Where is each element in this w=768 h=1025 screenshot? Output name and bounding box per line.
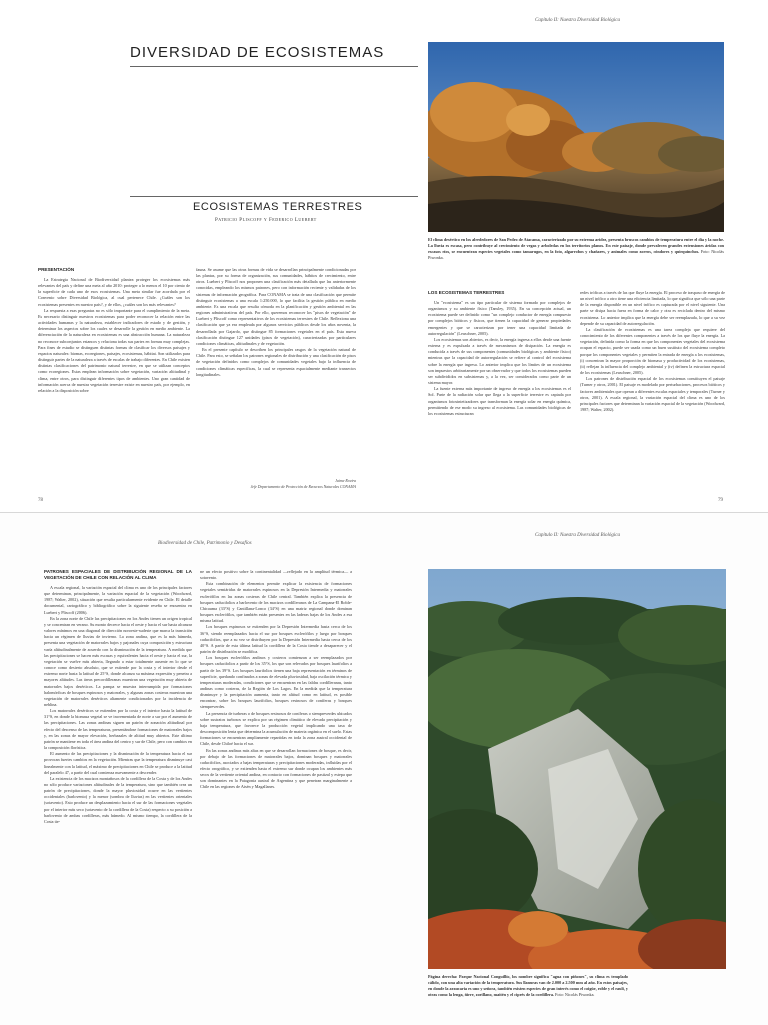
bottom-column-2 — [200, 569, 352, 1019]
paragraph: La presencia de turberas o de bosques resinosos de coníferas o siempreverdes ubicados sobre sustratos turbosos se explica por un régimen climático de elevada precipitación y baja temperatura, que favorece la producción vegetal implicando una tasa de descomposición lenta que determina la acumulación de materia orgánica en el suelo. Estas formaciones se encuentran ampliamente repartidas en toda la zona austral occidental de Chile, desde Chiloé hacia el sur. — [200, 710, 352, 747]
desert-landscape-image — [428, 42, 724, 232]
section-heading: PRESENTACIÓN — [38, 267, 75, 272]
caption-text: El clima desértico en los alrededores de San Pedro de Atacama, caracterizado por su extrema aridez, presenta bruscos cambios de temperatura entre el día y la noche. La lluvia es escasa, pero contribuye al crecimiento de vegas y arboledas en los territorios planos. En este paisaje, donde prevalecen grandes extensiones áridas con escasos ríos, se encuentran especies vegetales como tamarugos, en la foto, algarrobos y chañares, y animales como zorros, cóndores y quirquinchos. — [428, 237, 724, 254]
photo-caption — [428, 237, 724, 261]
paragraph: En las zonas andinas más altas en que se desarrollan formaciones de bosque, es decir, por debajo de las formaciones de matorrales bajos, dominan bosques y matorrales caducifolios, asociados a bajas temperaturas y precipitaciones moderadas, influidas por el efecto orográfico, y se extienden hasta el extremo sur donde ocupan los ambientes más secos de la vertiente oriental andina, en contacto con formaciones de pastizal y estepa que son dominantes en la Patagonia austral de Argentina y que penetran marginalmente a Chile en las regiones de Aisén y Magallanes. — [200, 747, 352, 790]
top-column-1 — [38, 267, 190, 501]
paragraph: Los patrones de distribución espacial de los ecosistemas constituyen el paisaje (Turner y otros, 2001). El paisaje es modelado por perturbaciones, procesos bióticos y factores ambientales que operan a diferentes escalas espaciales y temporales (Turner y otros, 2001). A escala regional, la variación espacial del clima es uno de los principales factores que determinan la variación espacial de la vegetación (Woodward, 1987; Walter, 2002). — [580, 376, 725, 412]
paragraph: Esta combinación de elementos permite explicar la existencia de formaciones vegetales semiáridas de matorrales espinosos en la Depresión Intermedia y matorrales esclerófilos en las zonas costeras de Chile central. También explica la presencia de bosques caducifolios a barlovento de los macizos cordilleranos de La Campana-El Roble-Chicauma (33°S) y Cantillana-Lonco (34°S) en una matriz regional donde dominan bosques esclerófilos, que también están presentes en las laderas bajas de los Andes a esa misma latitud. — [200, 581, 352, 624]
caption-text: Página derecha: Parque Nacional Conguillío, los nombre significa "agua con piñones", su clima es templado cálido, con una alta variación de la temperatura. Sus llanuras van de 2.000 a 2.500 mm al año. En estos paisajes, en donde la araucaria es uno y señora, también existen especies de gran interés como el coigüe, roble y el raulí, y otras como la lenga, ñirre, zorillano, maitén y el ciprés de la cordillera. — [428, 974, 628, 997]
paragraph: La existencia de los macizos montañosos de la cordillera de la Costa y de los Andes no sólo produce variaciones altitudinales de la temperatura, sino que también crea un patrón de precipitaciones, donde la mayor pluviosidad ocurre en las vertientes occidentales (barlovento) y la menor (sombra de lluvias) en las vertientes orientales (sotavento). Esto produce un desplazamiento hacia el sur de las formaciones vegetales por el interior más seco (sotavento de la cordillera de la Costa) respecto a su posición a barlovento de ambas cordilleras, más húmedo. Al mismo tiempo, la cordillera de la Costa tie- — [44, 775, 192, 824]
paragraph: En el presente capítulo se describen los principales rasgos de la vegetación natural de Chile. Para esto, se señalan los patrones regionales de distribución y una clasificación de pisos de vegetación definidos como complejos de comunidades vegetales bajo la influencia de condiciones climáticas específicas, la cual se representa espacialmente mediante transectos longitudinales. — [196, 347, 356, 377]
running-head-left: Biodiversidad de Chile, Patrimonio y Desafíos — [158, 541, 252, 546]
paragraph: La respuesta a esas preguntas no es sólo importante para el cumplimiento de la meta. Es necesario distinguir nuestros ecosistemas para poder reconocer la relación entre las actividades humanas y la naturaleza, establecer indicadores de estado y de gestión, y determinar los aspectos sobre los cuales se desarrolle la gestión en medio ambiente. La diferenciación de la naturaleza en ecosistemas es una abstracción humana. La naturaleza no reconoce subconjuntos estancos y relaciona todas sus partes en formas muy complejas. Para fines de estudio se distinguen distintas formas de clasificar los diversos paisajes y espacios naturales: biomas, ecoregiones, paisajes, ecosistemas, hábitat. Son utilizados para distinguir partes de la naturaleza a través de escalas de trabajo diferentes. En Chile existen distintas clasificaciones del patrimonio natural terrestre, en que se utilizan conceptos como ecoregiones. Estas emplean información sobre vegetación, variación altitudinal y clima, entre otros, para distinguir diferentes tipos de ambientes. Uno gran cantidad de información acerca de nuestra vegetación terrestre existe en nuestro país, por ejemplo, en relación a la disposición sobre — [38, 307, 190, 393]
page-number-right: 79 — [718, 498, 723, 503]
paragraph: redes tróficas a través de las que fluye la energía. El proceso de traspaso de energía de un nivel trófico a otro tiene una eficiencia limitada, lo que significa que sólo una parte de la energía disponible en un nivel trófico es capturada por el nivel siguiente. Una parte se disipa hacia fuera en forma de calor y otra es reciclada dentro del mismo ecosistema. Lo anterior implica que la energía debe ser reemplazada, lo que a su vez depende de su capacidad de autorregulación. — [580, 290, 725, 326]
paragraph: Los matorrales desérticos se extienden por la costa y el interior hasta la latitud de 31°S, en donde la biomasa vegetal se ve incrementada de norte a sur por el aumento de las precipitaciones. Las zonas andinas siguen un patrón de zonación altitudinal por efecto del descenso de las temperaturas, presentándose formaciones de matorrales bajos y, en las zonas de mayor elevación, herbazales de altitud muy abiertos. Este último patrón se mantiene en toda el área andina del centro y sur de Chile, pero con cambios en la composición florística. — [44, 708, 192, 751]
forest-photo — [428, 569, 726, 969]
page-number-left: 78 — [38, 498, 43, 503]
title-rule — [130, 66, 418, 67]
paragraph: Los bosques espinosos se extienden por la Depresión Intermedia hasta cerca de los 36°S, siendo reemplazados hacia el sur por bosques esclerófilos y luego por bosques caducifolios, que a su vez se distribuyen por la Depresión Intermedia hasta cerca de los 40°S. A partir de esta última latitud la cordillera de la Costa tiende a desaparecer y el patrón de distribución se modifica. — [200, 624, 352, 655]
paragraph: Los bosques esclerófilos andinos y costeros comienzan a ser reemplazados por bosques caducifolios a partir de los 35°S, los que son relevados por bosques laurifolios a partir de los 39°S. Los bosques laurifolios tienen una baja representación en términos de superficie, quedando confinados a zonas de elevada pluviosidad, baja oscilación térmica y temperaturas moderadas, condiciones que se encuentran en las faldas cordilleranas, tanto andinas como costeras, de la Región de Los Lagos. En la medida que la temperatura disminuye y la precipitación aumenta, tanto en altitud como en latitud, es posible encontrar, sobre los bosques laurifolios, bosques resinosos de coníferas y bosques siempreverdes. — [200, 655, 352, 710]
subtitle-rule — [130, 196, 418, 197]
authors: Patricio Pliscoff y Federico Luebert — [215, 218, 317, 223]
forest-photo-caption — [428, 974, 628, 998]
photo-credit: Foto: Nicolás Piwonka. — [555, 991, 595, 997]
paragraph: Un "ecosistema" es un tipo particular de sistema formado por complejos de organismos y su ambiente físico (Tansley, 1935). En su concepción actual, un ecosistema puede ser definido como "un complejo conductor de energía compuesto por complejos bióticos y físicos, que tienen la capacidad de generar propiedades emergentes y que se caracterizan por tener una capacidad limitada de autorregulación" (Leuschner, 2005). — [428, 300, 571, 336]
running-head-right: Capítulo II: Nuestra Diversidad Biológica — [535, 533, 620, 538]
paragraph: La clasificación de ecosistemas es una tarea compleja que requiere del conocimiento de los diferentes componentes a través de los que fluye la energía. La vegetación, definida como la forma en que los componentes vegetales del ecosistema ocupan el espacio, puede ser usada como un buen sustituto del ecosistema completo porque los componentes vegetales y permiten la entrada de energía a los ecosistemas, (i) concentran la mayor proporción de biomasa y productividad de los ecosistemas, (ii) reflejan la influencia del complejo ambiental y (iv) definen la estructura espacial de los ecosistemas (Leuschner, 2005). — [580, 326, 725, 376]
paragraph: En la zona norte de Chile las precipitaciones en los Andes tienen un origen tropical y se concentran en verano. Su monto decrece hacia el oeste y hacia el sur hasta alcanzar valores mínimos en una diagonal de dirección noroeste-sudeste que marca la transición hacia un régimen de lluvias de invierno. La zona andina, que es la más húmeda, presenta una vegetación de matorrales bajos y pajonales cuya composición y estructura varía altitudinalmente de acuerdo con la disminución de la temperatura. A medida que las precipitaciones se hacen más escasas y equivalentes hacia el oeste y hacia el sur, la vegetación se vuelve más abierta, llegando a estar totalmente ausente en lo que se conoce como desierto absoluto, que se extiende por la costa y el interior desde el extremo norte hasta la latitud de 25°S, donde alcanza su máxima expresión y penetra a mayores altitudes. Las áreas precordilleranas muestran una vegetación muy abierta de matorrales bajos desérticos. La pampa se muestra interrumpida por formaciones halomórficas de bosques espinosos y matorrales, y algunas zonas costeras muestran una vegetación de matorrales desérticos altamente condicionados por la incidencia de neblina. — [44, 615, 192, 707]
bottom-column-1 — [44, 569, 192, 1019]
paragraph: A escala regional, la variación espacial del clima es uno de los principales factores que determinan, principalmente, la variación espacial de la vegetación (Woodward, 1987; Walter, 2002), situación que resulta particularmente evidente en Chile. El detalle documental, cartográfico y bibliográfico sobre la siguiente reseña se encuentra en Luebert y Pliscoff (2006). — [44, 585, 192, 615]
desert-photo — [428, 42, 724, 232]
page-title: DIVERSIDAD DE ECOSISTEMAS — [130, 44, 385, 61]
top-column-3 — [428, 290, 571, 502]
paragraph: fauna. Se asume que las otras formas de vida se desarrollan principalmente condicionadas por las plantas, por su forma de organización, sus comunidades, hábitos de crecimiento, entre otros. Luebert y Pliscoff nos proponen una clasificación más detallada que las anteriormente conocidas, empleando los mismos patrones, pero con información reciente y validadas de los sistemas de información geográfica. Para CONAMA se trata de una clasificación que permite distinguir ecosistemas a una escala 1:250.000, lo que facilita la gestión pública en medio ambiente. Es una escala que resulta cómoda en la planificación y gestión ambiental en las regiones administrativas del país. Por ello, queremos reconocer los "pisos de vegetación" de Luebert y Pliscoff como representativos de los ecosistemas terrestres de Chile. Reflexiona una clasificación que ya era empleada por algunos servicios públicos desde los años noventa, la desarrollada por Gajardo, que distingue 85 formaciones vegetales en el país. Esta nueva clasificación distingue 127 unidades (pisos de vegetación), caracterizadas por particulares condiciones climáticas, altitudinales y de vegetación. — [196, 267, 356, 346]
paragraph: El aumento de las precipitaciones y la disminución de la temperatura hacia el sur provocan fuertes cambios en la vegetación. Mientras que la temperatura disminuye casi linealmente con la latitud, el máximo de precipitaciones en Chile se produce a la latitud del paralelo 47, a partir del cual comienza nuevamente a descender. — [44, 751, 192, 775]
bottom-spread — [0, 512, 768, 1025]
top-column-4 — [580, 290, 725, 502]
photo-credit: Foto: Nicolás Piwonka. — [428, 248, 725, 260]
araucaria-forest-image — [428, 569, 726, 969]
signature-role: Jefe Departamento de Protección de Recursos Naturales CONAMA — [250, 485, 356, 489]
top-spread — [0, 0, 768, 512]
section-title: ECOSISTEMAS TERRESTRES — [193, 201, 363, 213]
paragraph: La Estrategia Nacional de Biodiversidad plantea proteger los ecosistemas más relevantes del país y define una meta al año 2010: proteger a lo menos el 10 por ciento de la superficie de cada uno de esos ecosistemas. Una meta similar fue acordada por el Convenio sobre Diversidad Biológica, al cual pertenece Chile. ¿Cuáles son los ecosistemas presentes en nuestro país?, y de ellos, ¿cuáles son los más relevantes? — [38, 277, 190, 307]
paragraph: ne un efecto positivo sobre la continentalidad —reflejado en la amplitud térmica— a sotavento. — [200, 569, 352, 581]
signature-name: Jaime Rovira — [335, 479, 356, 483]
section-heading: LOS ECOSISTEMAS TERRESTRES — [428, 290, 505, 295]
top-column-2 — [196, 267, 356, 467]
running-head: Capítulo II: Nuestra Diversidad Biológica — [535, 18, 620, 23]
paragraph: La fuente externa más importante de ingreso de energía a los ecosistemas es el Sol. Parte de la radiación solar que llega a la superficie terrestre es captada por organismos fotosintetizadores que transforman la energía solar en energía química, permitiendo de ese modo su ingreso al ecosistema. Las comunidades biológicas de los ecosistemas estructuran — [428, 386, 571, 416]
section-heading: PATRONES ESPACIALES DE DISTRIBUCIÓN REGIONAL DE LA VEGETACIÓN DE CHILE CON RELACIÓN AL CLIMA — [44, 569, 192, 580]
paragraph: Los ecosistemas son abiertos, es decir, la energía ingresa a ellos desde una fuente externa y es expulsada a través de mecanismos de disipación. La energía es conducida a través de sus componentes (comunidades biológicas y ambiente físico) mientras que la capacidad de autorregulación se refiere al control del ecosistema sobre la energía que ingresa. Lo anterior implica que los límites de un ecosistema son impuestos arbitrariamente por un observador y que todos los ecosistemas pueden ser subdivididos en subsistemas y, a la vez, ser considerados como parte de un sistema mayor. — [428, 336, 571, 386]
